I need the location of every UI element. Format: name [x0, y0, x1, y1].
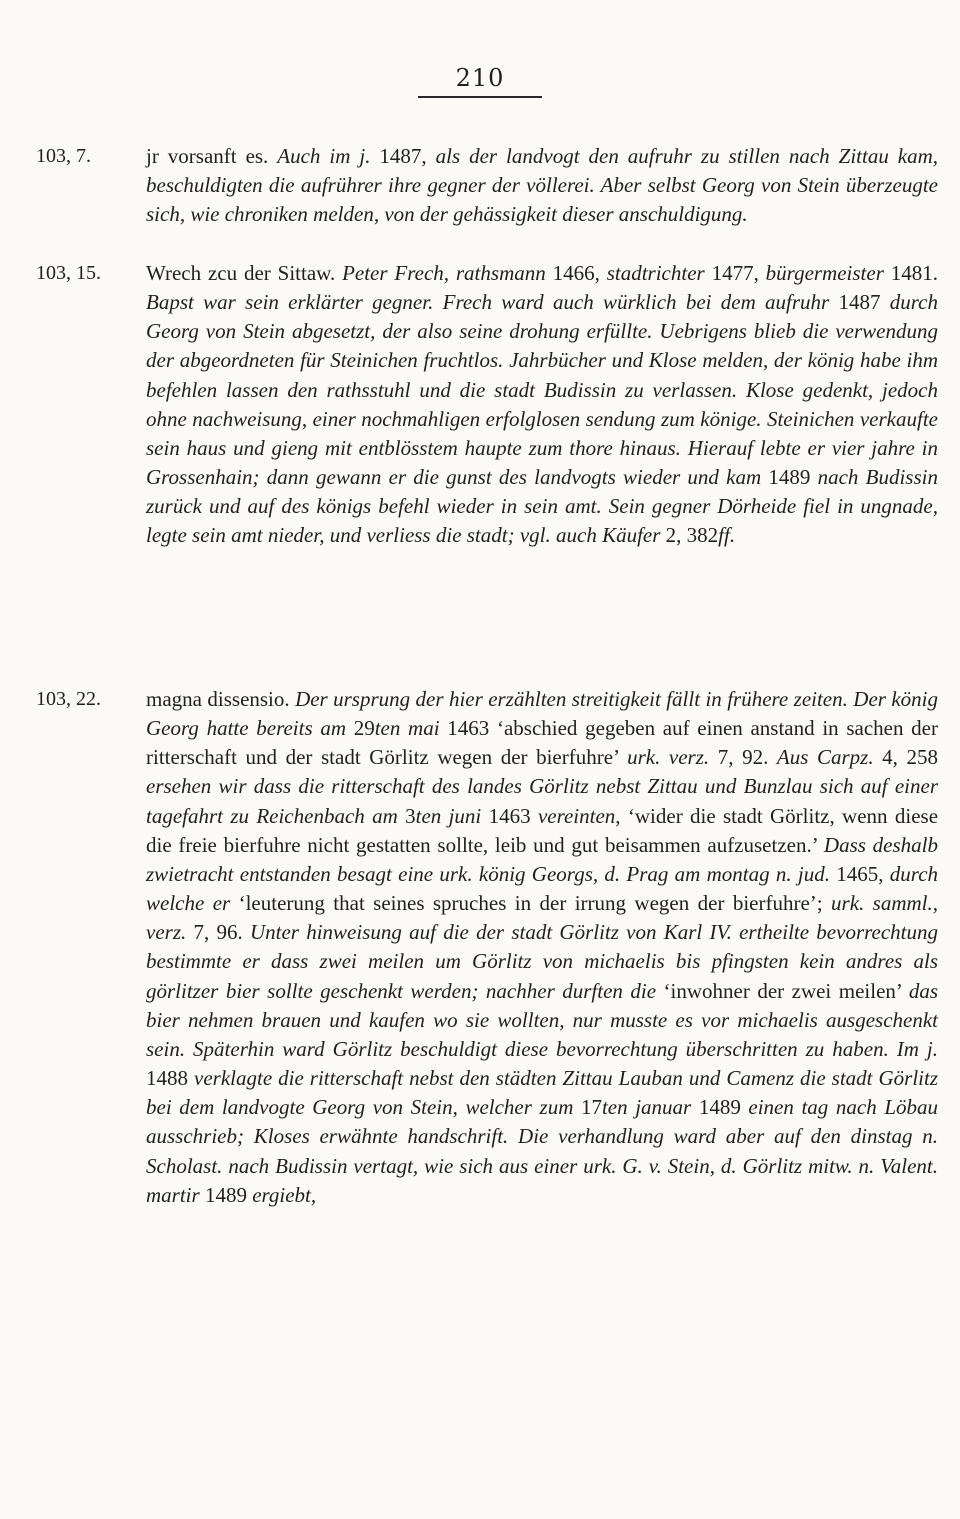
roman-text-run: 1487 [838, 290, 890, 315]
roman-text-run: 1489 [698, 1095, 749, 1120]
italic-text-run: ff. [718, 523, 736, 548]
note-text [146, 142, 938, 262]
italic-text-run: urk. verz. [627, 745, 718, 770]
roman-text-run: 1465, [836, 861, 890, 886]
roman-text-run: 1489 [768, 465, 818, 490]
italic-text-run: das bier nehmen brauen und kaufen wo sie wollten, nur musste es vor michaelis ausgeschenkt sein. Späterhin ward Görlitz beschuldigt diese bevorrechtung überschritten zu haben. Im j. [146, 978, 939, 1061]
italic-text-run: ergiebt, [252, 1182, 317, 1207]
roman-text-run: 1489 [204, 1182, 253, 1207]
note-reference: 103, 15. [36, 262, 101, 284]
italic-text-run: Der ursprung der hier erzählten streitigkeit fällt in frühere zeiten. Der könig Georg hatte bereits am [146, 687, 939, 741]
roman-text-run: ‘leuterung that seines spruches in der irrung wegen der bierfuhre’; [238, 891, 832, 916]
italic-text-run: durch welche er [146, 861, 939, 916]
italic-text-run: einen tag nach Löbau ausschrieb; Kloses erwähnte handschrift. Die verhandlung ward aber auf den dinstag n. Scholast. nach Budissin vertagt, wie sich aus einer urk. G. v. Stein, d. Görlitz mitw. n. Valent. martir [146, 1095, 938, 1207]
italic-text-run: nach Budissin zurück und auf des königs befehl wieder in sein amt. Sein gegner Dörheide fiel in ungnade, legte sein amt nieder, und verliess die stadt; vgl. auch Käufer [146, 465, 938, 548]
roman-text-run: 7, 92. [717, 745, 777, 770]
italic-text-run: bürgermeister [765, 261, 891, 285]
italic-text-run: Auch im j. [277, 144, 380, 168]
roman-text-run: 4, 258 [882, 745, 939, 770]
roman-text-run: 3 [405, 803, 416, 828]
italic-text-run: ersehen wir dass die ritterschaft des landes Görlitz nebst Zittau und Bunzlau sich auf einer tagefahrt zu Reichenbach am [146, 774, 938, 828]
roman-text-run: magna dissensio. [146, 687, 296, 711]
roman-text-run: 17 [580, 1095, 602, 1120]
roman-text-run: 1488 [146, 1066, 195, 1091]
italic-text-run: stadtrichter [606, 261, 712, 285]
roman-text-run: 1466, [552, 261, 607, 285]
italic-text-run: ten mai [374, 716, 448, 741]
note-reference: 103, 22. [36, 688, 101, 710]
roman-text-run: Wrech zcu der Sittaw. [146, 261, 343, 285]
italic-text-run: ten juni [415, 803, 489, 828]
page-number: 210 [455, 64, 505, 92]
italic-text-run: verklagte die ritterschaft nebst den städten Zittau Lauban und Camenz die stadt Görlitz bei dem landvogte Georg von Stein, welcher zum [146, 1066, 939, 1120]
roman-text-run: 7, 96. [193, 920, 250, 945]
italic-text-run: urk. samml., verz. [146, 891, 938, 945]
roman-text-run: 1487, [379, 144, 436, 168]
italic-text-run: durch Georg von Stein abgesetzt, der also seine drohung erfüllte. Uebrigens blieb die verwendung der abgeordneten für Steinichen fruchtlos. Jahrbücher und Klose melden, der könig habe ihm befehlen lassen den rathsstuhl und die stadt Budissin zu verlassen. Klose gedenkt, jedoch ohne nachweisung, einer nochmahligen erfolglosen sendung zum könige. Steinichen verkaufte sein haus und gieng mit entblösstem haupte zum thore hinaus. Hierauf lebte er vier jahre in Grossenhain; dann gewann er die gunst des landvogts wieder und kam [146, 290, 938, 490]
note-text [146, 259, 938, 679]
italic-text-run: vereinten, [537, 803, 628, 828]
italic-text-run: Aus Carpz. [776, 745, 883, 770]
note-text [146, 685, 938, 1395]
roman-text-run: 29 [353, 716, 375, 741]
roman-text-run: 1463 [488, 803, 538, 828]
roman-text-run: 2, 382 [665, 523, 719, 548]
roman-text-run: 1481. [890, 261, 938, 285]
roman-text-run: jr vorsanft es. [146, 144, 278, 168]
italic-text-run: Unter hinweisung auf die der stadt Görlitz von Karl IV. ertheilte bevorrechtung bestimmte er dass zwei meilen um Görlitz von michaelis bis pfingsten kein andres als görlitzer bier sollte geschenkt werden; nachher durften die [146, 920, 938, 1003]
roman-text-run: ‘inwohner der zwei meilen’ [663, 978, 909, 1003]
italic-text-run: Bapst war sein erklärter gegner. Frech ward auch würklich bei dem aufruhr [146, 290, 839, 315]
italic-text-run: als der landvogt den aufruhr zu stillen nach Zittau kam, beschuldigten die aufrührer ihre gegner der völlerei. Aber selbst Georg von Stein überzeugte sich, wie chroniken melden, von der gehässigkeit dieser anschuldigung. [146, 144, 939, 227]
italic-text-run: ten januar [601, 1095, 699, 1120]
italic-text-run: Dass deshalb zwietracht entstanden besagt eine urk. könig Georgs, d. Prag am montag n. jud. [146, 832, 938, 886]
italic-text-run: Peter Frech, rathsmann [342, 261, 553, 285]
note-reference: 103, 7. [36, 145, 91, 167]
roman-text-run: 1477, [711, 261, 766, 285]
roman-text-run: 1463 ‘abschied gegeben auf einen anstand in sachen der ritterschaft und der stadt Görlitz wegen der bierfuhre’ [146, 716, 938, 770]
roman-text-run: ‘wider die stadt Görlitz, wenn diese die freie bierfuhre nicht gestatten sollte, leib und gut beisammen aufzusetzen.’ [146, 803, 939, 857]
page-number-rule [418, 96, 542, 98]
